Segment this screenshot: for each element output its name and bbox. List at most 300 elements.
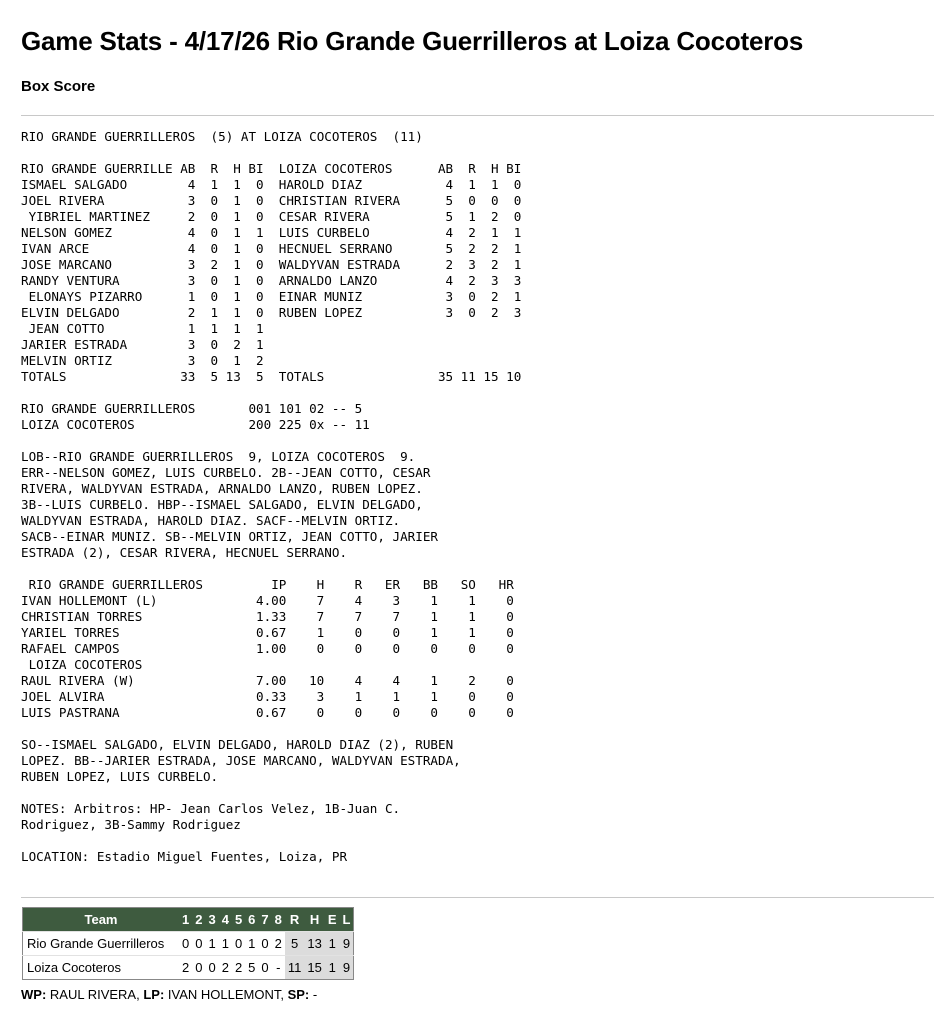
player-name: ARNALDO LANZO (278, 273, 378, 288)
player-name: ELONAYS PIZARRO (21, 289, 143, 304)
score-cell: 1 (219, 932, 232, 956)
score-cell: 5 (285, 932, 305, 956)
stat-cell: 13 (225, 369, 241, 384)
stat-cell: 2 (468, 241, 476, 256)
stat-cell: 1 (233, 241, 241, 256)
player-name: EINAR MUNIZ (278, 289, 363, 304)
note-line: LOPEZ. BB--JARIER ESTRADA, JOSE MARCANO, WALDYVAN ESTRADA, (21, 753, 461, 768)
line-score-text-row (21, 417, 521, 433)
stat-cell: 1 (255, 225, 264, 240)
stat-cell: 0 (210, 337, 219, 352)
stat-cell: 10 (309, 673, 325, 688)
stat-cell: 2 (255, 353, 264, 368)
batting-row (21, 289, 521, 305)
column-header: 4 (219, 908, 232, 932)
player-name: LUIS CURBELO (278, 225, 370, 240)
batting-table (21, 161, 521, 385)
spacer (264, 369, 279, 385)
stat-cell: 2 (490, 305, 499, 320)
score-cell: 2 (219, 956, 232, 980)
stat-cell: 35 (437, 369, 454, 384)
losing-pitcher: IVAN HOLLEMONT, (164, 987, 288, 1002)
stat-cell: 2 (445, 257, 454, 272)
batting-row (21, 273, 521, 289)
spacer (264, 273, 279, 289)
column-header: 7 (258, 908, 271, 932)
away-team-header: RIO GRANDE GUERRILLE (21, 161, 173, 176)
note-line: RUBEN LOPEZ, LUIS CURBELO. (21, 769, 219, 784)
note-line: RIVERA, WALDYVAN ESTRADA, ARNALDO LANZO, RUBEN LOPEZ. (21, 481, 423, 496)
stat-cell: 1 (430, 625, 438, 640)
column-header: H (233, 161, 241, 176)
column-header: R (354, 577, 363, 592)
column-header: ER (384, 577, 401, 592)
pitcher-name: CHRISTIAN TORRES (21, 609, 143, 624)
stat-cell: 2 (187, 209, 196, 224)
column-header: R (210, 161, 219, 176)
batting-row (21, 257, 521, 273)
column-header: AB (437, 161, 454, 176)
stat-cell: 1 (430, 593, 438, 608)
note-line: SO--ISMAEL SALGADO, ELVIN DELGADO, HAROLD DIAZ (2), RUBEN (21, 737, 454, 752)
stat-cell: 1 (233, 353, 241, 368)
column-header: R (285, 908, 305, 932)
stat-cell: 1 (468, 609, 476, 624)
player-name: MELVIN ORTIZ (21, 353, 112, 368)
stat-cell: 5 (445, 193, 454, 208)
stat-cell: 1 (513, 225, 522, 240)
stat-cell: 1 (468, 177, 476, 192)
stat-cell: 0 (210, 273, 219, 288)
spacer (264, 289, 279, 305)
stat-cell: 0 (468, 641, 476, 656)
stat-cell: 0 (255, 177, 264, 192)
stat-cell: 4 (445, 225, 454, 240)
note-line: ERR--NELSON GOMEZ, LUIS CURBELO. 2B--JEAN COTTO, CESAR (21, 465, 431, 480)
stat-cell: 0 (506, 673, 514, 688)
stat-cell: 2 (468, 273, 476, 288)
score-cell: 2 (232, 956, 245, 980)
player-name: JOSE MARCANO (21, 257, 112, 272)
batting-row (21, 177, 521, 193)
stat-cell: 0 (513, 209, 522, 224)
stat-cell: 1 (316, 625, 325, 640)
stat-cell: 3 (468, 257, 476, 272)
batting-header (21, 161, 521, 177)
stat-cell: 10 (506, 369, 522, 384)
stat-cell: 1 (430, 609, 438, 624)
batting-row (21, 193, 521, 209)
stat-cell: 1 (187, 289, 196, 304)
player-name: HECNUEL SERRANO (278, 241, 393, 256)
stat-cell: 4 (392, 673, 401, 688)
column-header: E (325, 908, 340, 932)
stat-cell: 0 (210, 225, 219, 240)
player-name: JARIER ESTRADA (21, 337, 128, 352)
stat-cell: 3 (187, 337, 196, 352)
stat-cell: 2 (490, 241, 499, 256)
stat-cell: 1 (513, 289, 522, 304)
stat-cell: 3 (490, 273, 499, 288)
score-cell: 0 (192, 956, 205, 980)
player-name: RANDY VENTURA (21, 273, 120, 288)
note-line: NOTES: Arbitros: HP- Jean Carlos Velez, 1B-Juan C. (21, 801, 401, 816)
stat-cell: 0 (316, 705, 325, 720)
column-header: IP (271, 577, 287, 592)
stat-cell: 0 (490, 193, 499, 208)
spacer (264, 177, 279, 193)
spacer (264, 209, 279, 225)
line-score-row (23, 956, 354, 980)
column-header: 2 (192, 908, 205, 932)
column-header: 3 (205, 908, 218, 932)
line-score-text-row (21, 401, 521, 417)
note-line: Rodriguez, 3B-Sammy Rodriguez (21, 817, 241, 832)
stat-cell: 11 (460, 369, 476, 384)
stat-cell: 3 (392, 593, 401, 608)
stat-cell: 7 (316, 593, 325, 608)
stat-cell: 0 (255, 257, 264, 272)
stat-cell: 5 (255, 369, 264, 384)
line-score-row (23, 932, 354, 956)
team-name: RIO GRANDE GUERRILLEROS (21, 577, 203, 592)
umpire-notes (21, 801, 521, 833)
stat-cell: 0 (255, 289, 264, 304)
column-header: L (340, 908, 354, 932)
stat-cell: 1 (233, 177, 241, 192)
stat-cell: 2 (187, 305, 196, 320)
team-name: RIO GRANDE GUERRILLEROS (21, 401, 196, 416)
note-line: SACB--EINAR MUNIZ. SB--MELVIN ORTIZ, JEAN COTTO, JARIER (21, 529, 439, 544)
note-line: LOB--RIO GRANDE GUERRILLEROS 9, LOIZA COCOTEROS 9. (21, 449, 416, 464)
pitcher-row (21, 705, 521, 721)
player-name: WALDYVAN ESTRADA (278, 257, 401, 272)
stat-cell: 0 (255, 241, 264, 256)
score-cell: 0 (179, 932, 192, 956)
spacer (264, 257, 279, 273)
stat-cell: 5 (445, 241, 454, 256)
column-header: BI (248, 161, 264, 176)
stat-cell: 3 (513, 273, 522, 288)
batting-row (21, 321, 521, 337)
pitching-table (21, 577, 521, 721)
stat-cell: 4 (187, 241, 196, 256)
stat-cell: 0 (468, 193, 476, 208)
team-name: Loiza Cocoteros (23, 956, 180, 980)
player-name: HAROLD DIAZ (278, 177, 363, 192)
stat-cell: 0 (210, 353, 219, 368)
spacer (264, 161, 279, 177)
stat-cell: 3 (187, 353, 196, 368)
stat-cell: 7 (316, 609, 325, 624)
batting-row (21, 353, 521, 369)
column-header: HR (498, 577, 514, 592)
pitching-notes (21, 737, 521, 785)
stat-cell: 4.00 (256, 593, 287, 608)
stat-cell: 1 (210, 321, 219, 336)
pitcher-name: RAFAEL CAMPOS (21, 641, 120, 656)
stat-cell: 1 (490, 225, 499, 240)
stat-cell: 0 (210, 193, 219, 208)
stat-cell: 1 (210, 177, 219, 192)
stat-cell: 3 (187, 193, 196, 208)
player-name: TOTALS (278, 369, 325, 384)
stat-cell: 0 (513, 193, 522, 208)
stat-cell: 33 (180, 369, 196, 384)
inning-runs: 001 101 02 -- 5 (248, 401, 363, 416)
column-header: AB (180, 161, 196, 176)
column-header: SO (460, 577, 476, 592)
note-line: WALDYVAN ESTRADA, HAROLD DIAZ. SACF--MELVIN ORTIZ. (21, 513, 401, 528)
score-cell: 9 (340, 956, 354, 980)
batting-totals (21, 369, 521, 385)
line-score-table (22, 907, 354, 980)
stat-cell: 2 (490, 257, 499, 272)
stat-cell: 4 (354, 673, 363, 688)
spacer (264, 193, 279, 209)
stat-cell: 1 (392, 689, 401, 704)
score-cell: 5 (245, 956, 258, 980)
stat-cell: 1 (233, 273, 241, 288)
stat-cell: 0 (255, 273, 264, 288)
stat-cell: 3 (316, 689, 325, 704)
stat-cell: 0 (255, 305, 264, 320)
stat-cell: 0 (354, 705, 363, 720)
pitching-team-header (21, 657, 521, 673)
stat-cell: 0 (506, 609, 514, 624)
pitcher-name: YARIEL TORRES (21, 625, 120, 640)
divider (21, 115, 934, 116)
player-name: ELVIN DELGADO (21, 305, 120, 320)
stat-cell: 5 (210, 369, 219, 384)
stat-cell: 1.33 (256, 609, 287, 624)
stat-cell: 0 (506, 689, 514, 704)
pitcher-name: JOEL ALVIRA (21, 689, 105, 704)
pitcher-row (21, 673, 521, 689)
stat-cell: 0 (354, 625, 363, 640)
location: LOCATION: Estadio Miguel Fuentes, Loiza, PR (21, 849, 348, 864)
sp-label: SP: (287, 987, 310, 1002)
stat-cell: 1 (233, 225, 241, 240)
stat-cell: 3 (187, 257, 196, 272)
stat-cell: 2 (490, 209, 499, 224)
batting-row (21, 241, 521, 257)
player-name: ISMAEL SALGADO (21, 177, 128, 192)
stat-cell: 1 (354, 689, 363, 704)
stat-cell: 7 (354, 609, 363, 624)
stat-cell: 0 (255, 209, 264, 224)
section-title: Box Score (21, 78, 96, 95)
column-header: BB (422, 577, 438, 592)
player-name: JOEL RIVERA (21, 193, 105, 208)
column-header: H (316, 577, 325, 592)
stat-cell: 4 (445, 273, 454, 288)
stat-cell: 0 (392, 641, 401, 656)
stat-cell: 7 (392, 609, 401, 624)
stat-cell: 0.67 (256, 625, 287, 640)
spacer (264, 225, 279, 241)
line-score-header (23, 908, 354, 932)
column-header: H (490, 161, 499, 176)
score-cell: 0 (258, 956, 271, 980)
stat-cell: 7.00 (256, 673, 287, 688)
batting-row (21, 337, 521, 353)
score-cell: 0 (192, 932, 205, 956)
score-cell: 15 (304, 956, 324, 980)
column-header: R (468, 161, 476, 176)
stat-cell: 2 (490, 289, 499, 304)
score-cell: 9 (340, 932, 354, 956)
column-header: BI (506, 161, 522, 176)
stat-cell: 5 (445, 209, 454, 224)
lp-label: LP: (143, 987, 165, 1002)
score-cell: 1 (205, 932, 218, 956)
stat-cell: 1 (430, 689, 438, 704)
matchup-line: RIO GRANDE GUERRILLEROS (5) AT LOIZA COCOTEROS (11) (21, 129, 423, 144)
stat-cell: 1 (233, 209, 241, 224)
stat-cell: 1 (513, 241, 522, 256)
stat-cell: 0.67 (256, 705, 287, 720)
stat-cell: 1 (233, 193, 241, 208)
pitcher-name: IVAN HOLLEMONT (L) (21, 593, 158, 608)
score-cell: - (272, 956, 285, 980)
score-cell: 11 (285, 956, 305, 980)
team-name: Rio Grande Guerrilleros (23, 932, 180, 956)
stat-cell: 0 (506, 641, 514, 656)
batting-row (21, 305, 521, 321)
column-header: H (304, 908, 324, 932)
stat-cell: 2 (210, 257, 219, 272)
stat-cell: 0 (255, 193, 264, 208)
stat-cell: 15 (483, 369, 499, 384)
player-name: CESAR RIVERA (278, 209, 370, 224)
stat-cell: 3 (445, 305, 454, 320)
stat-cell: 0 (210, 289, 219, 304)
score-cell: 0 (205, 956, 218, 980)
pitcher-name: LUIS PASTRANA (21, 705, 120, 720)
team-name: LOIZA COCOTEROS (21, 417, 135, 432)
pitching-decisions (21, 987, 317, 1002)
stat-cell: 1 (210, 305, 219, 320)
stat-cell: 1 (513, 257, 522, 272)
stat-cell: 1 (468, 625, 476, 640)
pitcher-row (21, 625, 521, 641)
spacer (264, 305, 279, 321)
stat-cell: 3 (513, 305, 522, 320)
stat-cell: 1 (255, 321, 264, 336)
stat-cell: 1 (187, 321, 196, 336)
pitcher-row (21, 593, 521, 609)
stat-cell: 1 (468, 209, 476, 224)
stat-cell: 3 (187, 273, 196, 288)
score-cell: 0 (258, 932, 271, 956)
stat-cell: 4 (445, 177, 454, 192)
stat-cell: 0 (210, 209, 219, 224)
player-name: CHRISTIAN RIVERA (278, 193, 401, 208)
stat-cell: 0 (506, 625, 514, 640)
score-cell: 13 (304, 932, 324, 956)
stat-cell: 0 (392, 625, 401, 640)
score-cell: 0 (232, 932, 245, 956)
note-line: ESTRADA (2), CESAR RIVERA, HECNUEL SERRANO. (21, 545, 348, 560)
column-header: 8 (272, 908, 285, 932)
player-name: NELSON GOMEZ (21, 225, 112, 240)
pitcher-row (21, 641, 521, 657)
stat-cell: 4 (187, 225, 196, 240)
score-cell: 1 (325, 932, 340, 956)
batting-row (21, 209, 521, 225)
winning-pitcher: RAUL RIVERA, (46, 987, 144, 1002)
team-name: LOIZA COCOTEROS (21, 657, 143, 672)
stat-cell: 2 (468, 225, 476, 240)
pitcher-row (21, 609, 521, 625)
column-header: 5 (232, 908, 245, 932)
stat-cell: 0 (316, 641, 325, 656)
stat-cell: 0 (468, 705, 476, 720)
stat-cell: 0 (468, 305, 476, 320)
stat-cell: 1 (233, 257, 241, 272)
pitching-team-header (21, 577, 521, 593)
stat-cell: 1 (233, 305, 241, 320)
stat-cell: 1 (233, 289, 241, 304)
stat-cell: 1 (233, 321, 241, 336)
stat-cell: 0 (506, 593, 514, 608)
score-cell: 1 (245, 932, 258, 956)
stat-cell: 2 (468, 673, 476, 688)
player-name: YIBRIEL MARTINEZ (21, 209, 150, 224)
pitcher-row (21, 689, 521, 705)
box-score-text (21, 129, 521, 865)
stat-cell: 1 (468, 593, 476, 608)
stat-cell: 0 (354, 641, 363, 656)
wp-label: WP: (21, 987, 47, 1002)
player-name: TOTALS (21, 369, 67, 384)
stat-cell: 1 (255, 337, 264, 352)
line-score-text (21, 401, 521, 433)
player-name: IVAN ARCE (21, 241, 90, 256)
stat-cell: 4 (187, 177, 196, 192)
stat-cell: 0.33 (256, 689, 287, 704)
page-title: Game Stats - 4/17/26 Rio Grande Guerrilleros at Loiza Cocoteros (21, 26, 804, 56)
divider (21, 897, 934, 898)
column-header: 1 (179, 908, 192, 932)
player-name: JEAN COTTO (21, 321, 105, 336)
game-notes (21, 449, 521, 561)
stat-cell: 0 (430, 641, 438, 656)
stat-cell: 0 (392, 705, 401, 720)
home-team-header: LOIZA COCOTEROS (278, 161, 393, 176)
stat-cell: 1 (430, 673, 438, 688)
save-pitcher: - (309, 987, 318, 1002)
pitcher-name: RAUL RIVERA (W) (21, 673, 135, 688)
score-cell: 1 (325, 956, 340, 980)
player-name: RUBEN LOPEZ (278, 305, 363, 320)
inning-runs: 200 225 0x -- 11 (248, 417, 370, 432)
stat-cell: 0 (468, 289, 476, 304)
stat-cell: 4 (354, 593, 363, 608)
stat-cell: 0 (430, 705, 438, 720)
stat-cell: 1.00 (256, 641, 287, 656)
stat-cell: 2 (233, 337, 241, 352)
stat-cell: 0 (210, 241, 219, 256)
column-header: 6 (245, 908, 258, 932)
stat-cell: 0 (468, 689, 476, 704)
batting-row (21, 225, 521, 241)
score-cell: 2 (179, 956, 192, 980)
stat-cell: 1 (490, 177, 499, 192)
stat-cell: 3 (445, 289, 454, 304)
stat-cell: 0 (506, 705, 514, 720)
